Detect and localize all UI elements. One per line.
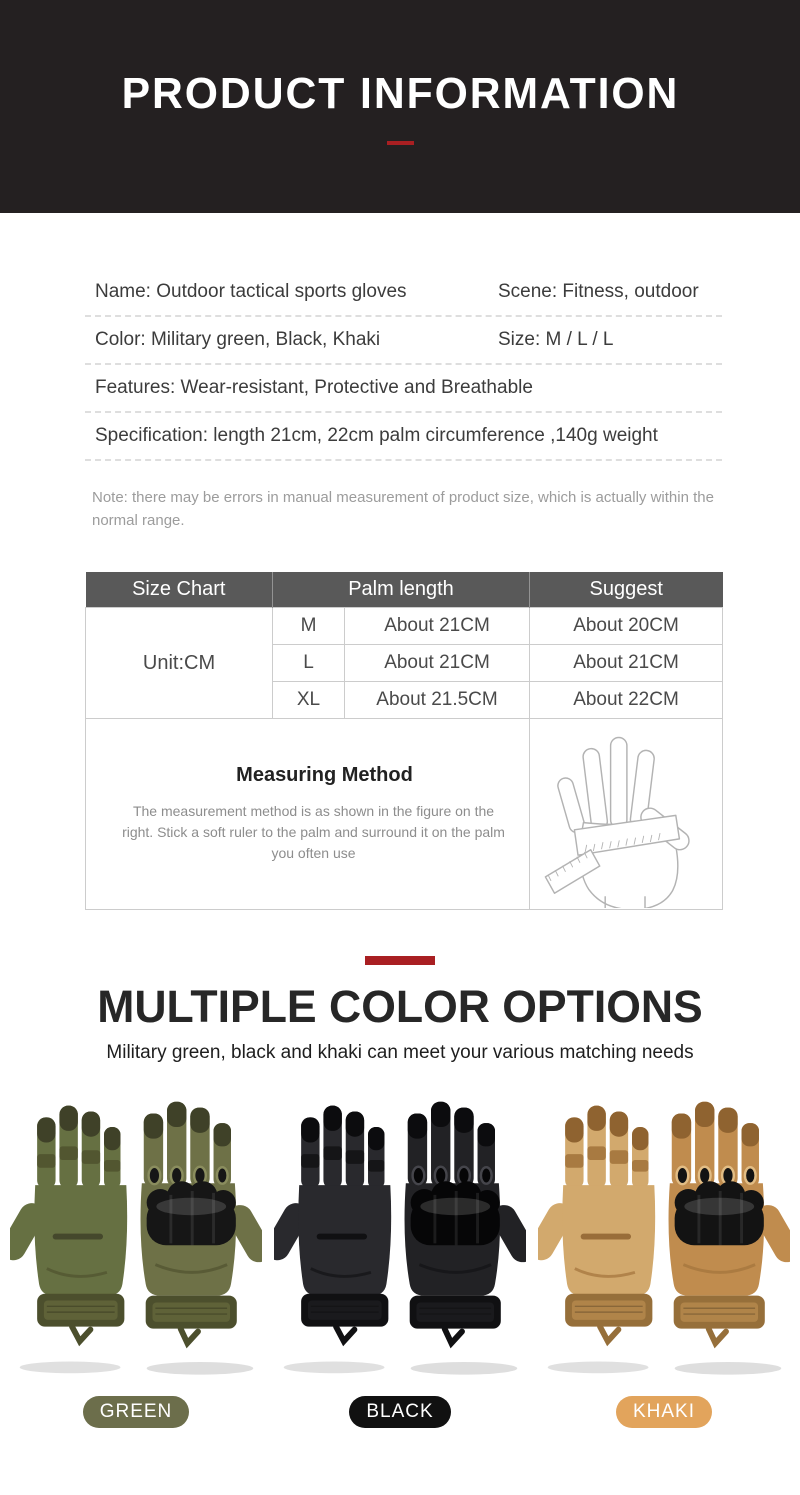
spec-name: Name: Outdoor tactical sports gloves	[95, 281, 407, 302]
suggest-header-cell: Suggest	[530, 572, 723, 608]
spec-specification: Specification: length 21cm, 22cm palm circumference ,140g weight	[95, 425, 658, 446]
suggest-cell: About 21CM	[530, 645, 723, 682]
measuring-method-text: The measurement method is as shown in the figure on the right. Stick a soft ruler to the palm and surround it on the palm you often use	[122, 803, 505, 861]
section-accent-bar	[365, 956, 435, 965]
spec-row	[85, 413, 722, 461]
note-text: Note: there may be errors in manual measurement of product size, which is actually within the normal range.	[92, 489, 714, 529]
glove-pair-illustration	[538, 1092, 790, 1383]
color-options-title: MULTIPLE COLOR OPTIONS	[97, 981, 703, 1032]
color-options-subtitle: Military green, black and khaki can meet your various matching needs	[106, 1042, 694, 1063]
spec-row	[85, 269, 722, 317]
spec-row	[85, 365, 722, 413]
measuring-method-row	[86, 719, 723, 910]
measuring-hand-cell	[530, 719, 723, 910]
size-cell: L	[273, 645, 345, 682]
color-label-text: KHAKI	[632, 1401, 696, 1422]
size-chart-header-cell: Size Chart	[86, 572, 273, 608]
color-label-text: BLACK	[366, 1401, 434, 1422]
color-label-pill[interactable]	[349, 1396, 450, 1428]
palm-length-header-cell: Palm length	[273, 572, 530, 608]
size-chart-table	[85, 572, 723, 910]
glove-group-khaki	[534, 1092, 794, 1428]
glove-color-gallery	[0, 1092, 800, 1428]
size-cell: M	[273, 608, 345, 645]
glove-pair-illustration	[10, 1092, 262, 1383]
spec-scene: Scene: Fitness, outdoor	[498, 281, 699, 302]
table-row	[86, 608, 723, 645]
palm-cell: About 21CM	[345, 608, 530, 645]
product-specs	[85, 269, 722, 461]
unit-cell: Unit:CM	[86, 608, 273, 719]
spec-features: Features: Wear-resistant, Protective and Breathable	[95, 377, 533, 398]
measuring-hand-icon	[540, 720, 712, 908]
size-chart-header-row	[86, 572, 723, 608]
glove-group-green	[6, 1092, 266, 1428]
size-cell: XL	[273, 682, 345, 719]
measuring-method-title: Measuring Method	[236, 764, 413, 786]
palm-cell: About 21CM	[345, 645, 530, 682]
spec-color: Color: Military green, Black, Khaki	[95, 329, 381, 350]
page-title: PRODUCT INFORMATION	[121, 68, 679, 118]
glove-pair-illustration	[274, 1092, 526, 1383]
title-accent-bar	[387, 141, 414, 145]
color-label-pill[interactable]	[616, 1396, 712, 1428]
suggest-cell: About 22CM	[530, 682, 723, 719]
glove-group-black	[270, 1092, 530, 1428]
measuring-method-cell	[86, 719, 530, 910]
color-label-pill[interactable]	[83, 1396, 190, 1428]
suggest-cell: About 20CM	[530, 608, 723, 645]
color-label-text: GREEN	[99, 1401, 173, 1422]
spec-row	[85, 317, 722, 365]
spec-size: Size: M / L / L	[498, 329, 614, 350]
palm-cell: About 21.5CM	[345, 682, 530, 719]
header-banner	[0, 0, 800, 213]
